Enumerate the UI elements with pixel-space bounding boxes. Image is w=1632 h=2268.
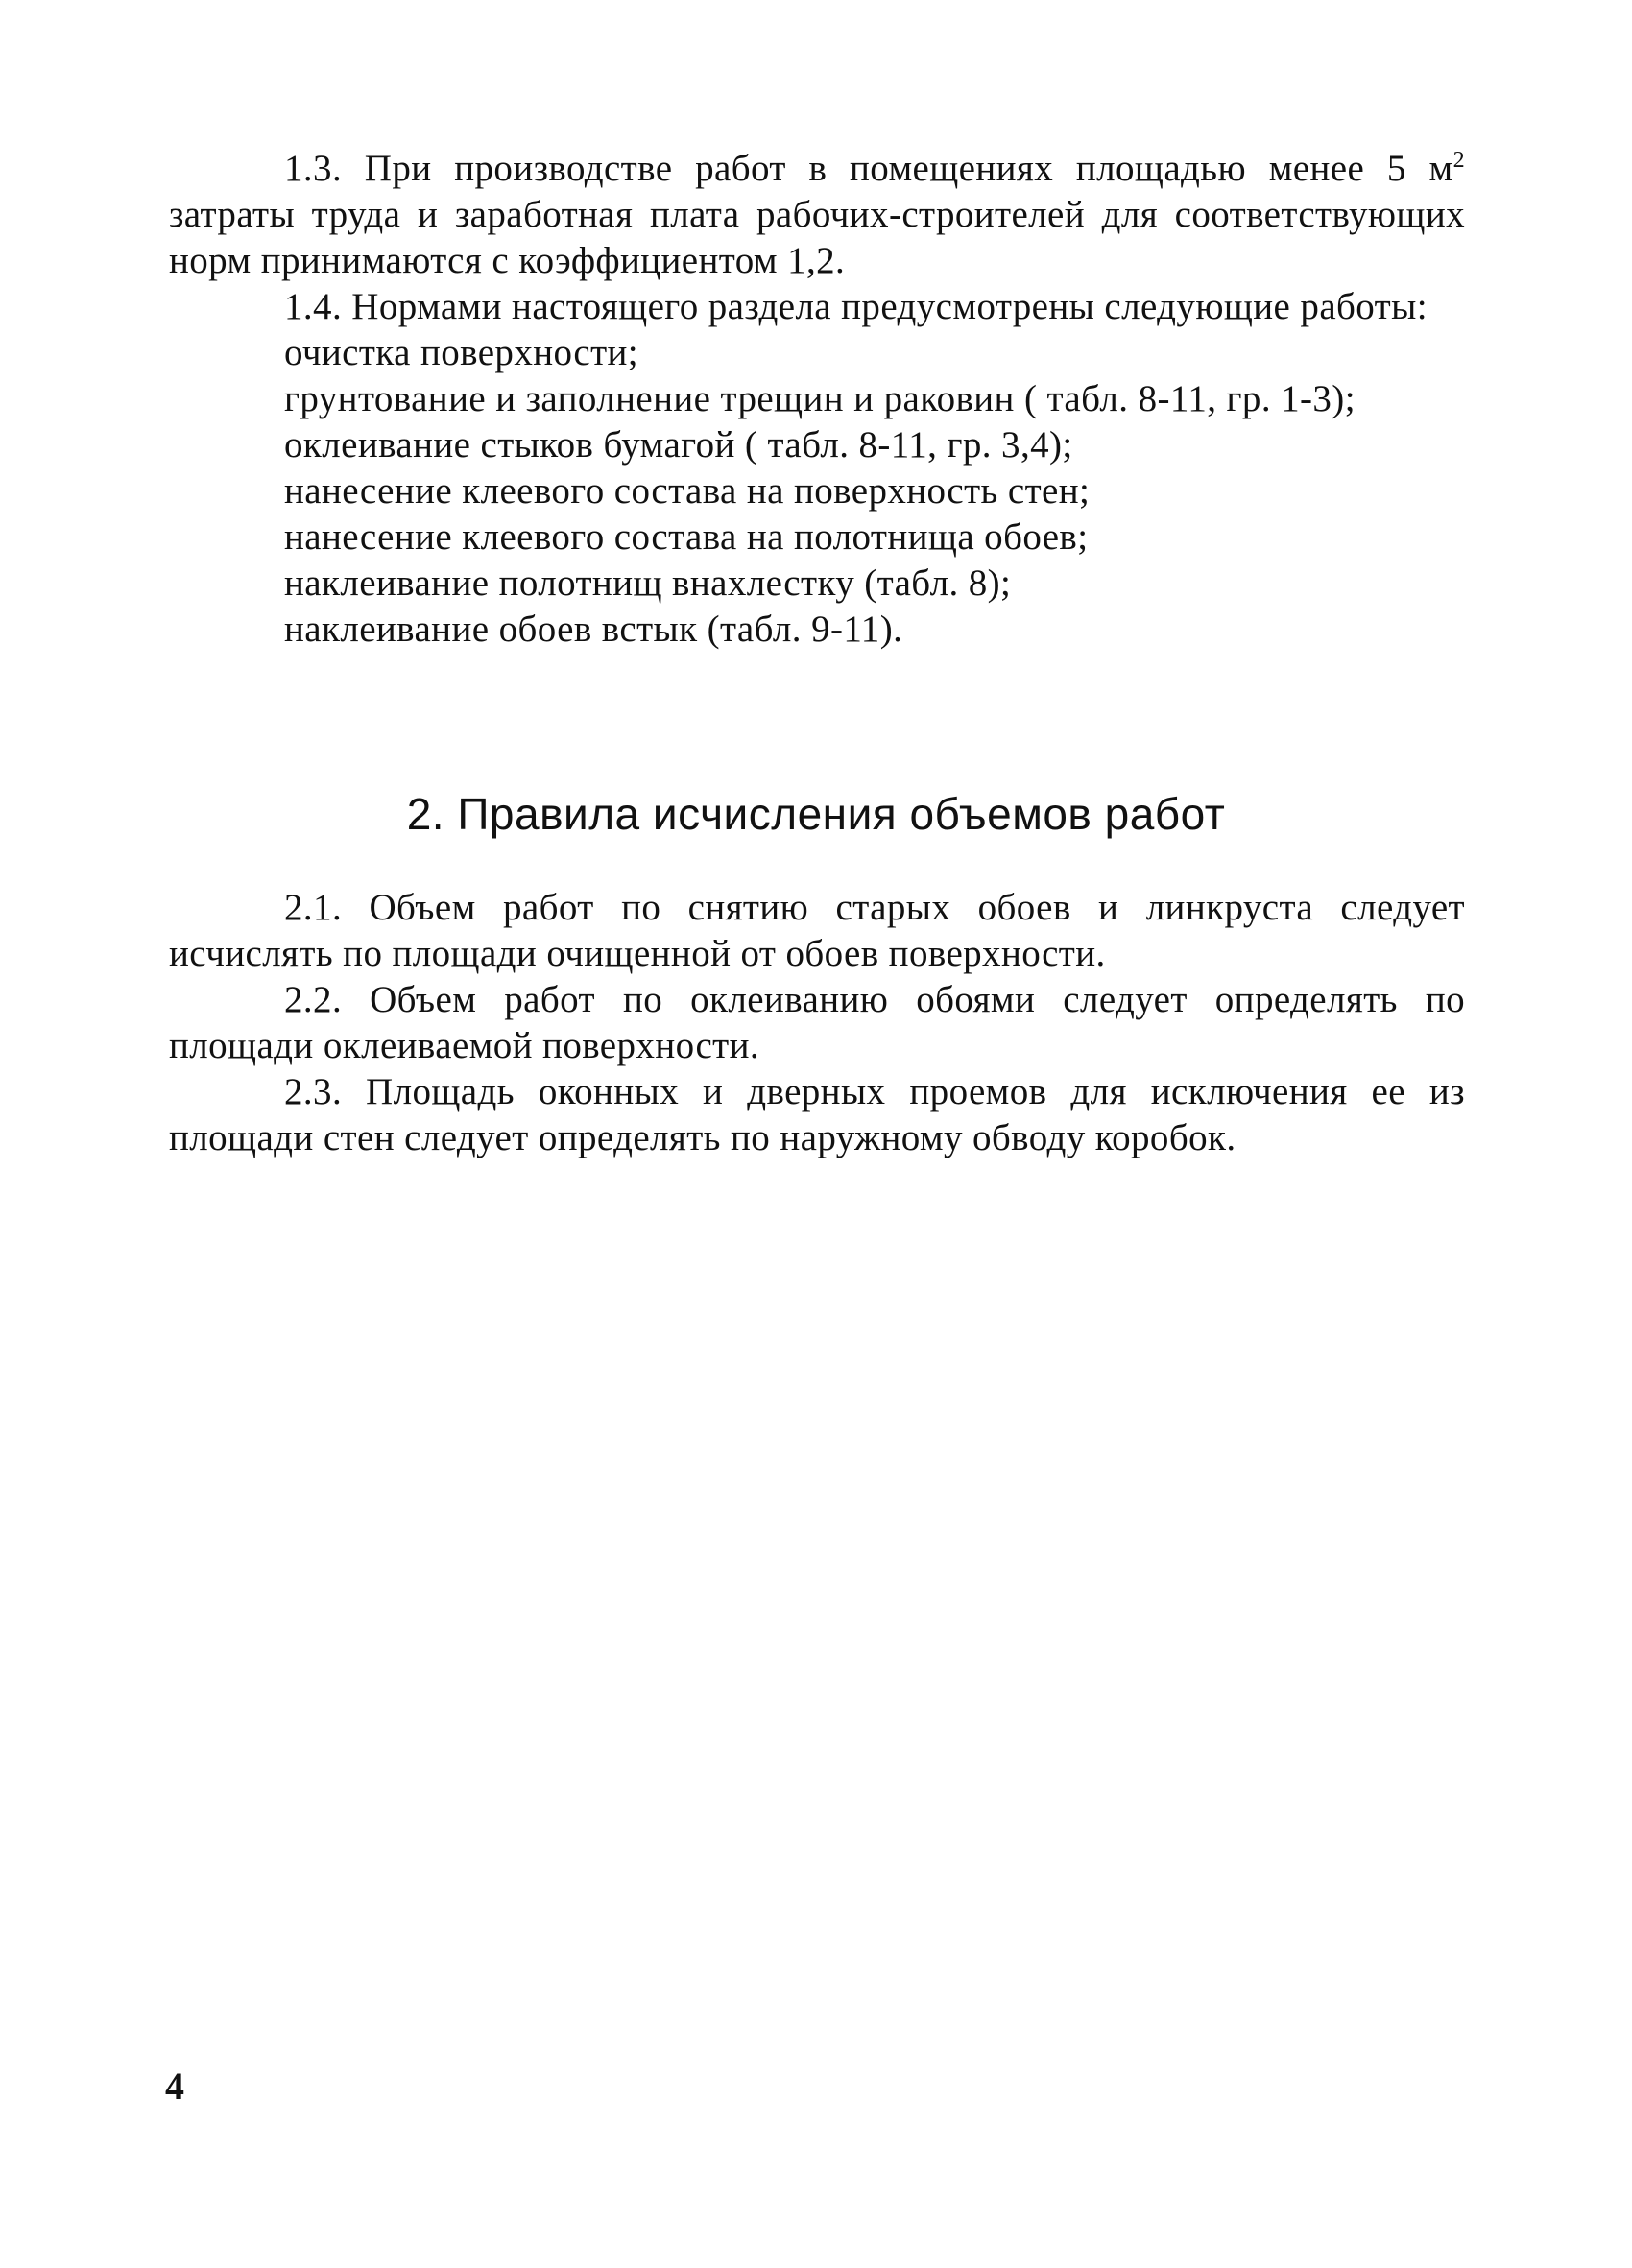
paragraph-1-3: [169, 146, 1465, 284]
section-1-body: [169, 146, 1465, 653]
page-number: 4: [165, 2065, 184, 2108]
work-list-item: наклеивание полотнищ внахлестку (табл. 8);: [284, 562, 1012, 604]
paragraph-1-3-tail: затраты труда и заработная плата рабочих-строителей для соответствующих норм принимаются с коэффициентом 1,2.: [169, 194, 1465, 281]
work-list-item: нанесение клеевого состава на поверхность стен;: [284, 470, 1091, 512]
work-list-item: оклеивание стыков бумагой ( табл. 8-11, гр. 3,4);: [284, 424, 1073, 466]
area-value: 5 м: [1386, 148, 1453, 189]
area-superscript: 2: [1452, 148, 1465, 173]
paragraph-1-4-intro: 1.4. Нормами настоящего раздела предусмотрены следующие работы:: [284, 286, 1428, 327]
paragraph-2-3: 2.3. Площадь оконных и дверных проемов для исключения ее из площади стен следует определять по наружному обводу коробок.: [169, 1071, 1465, 1158]
section-2-body: [169, 885, 1465, 1161]
work-list-item: нанесение клеевого состава на полотнища обоев;: [284, 516, 1089, 558]
work-list-item: грунтование и заполнение трещин и раковин ( табл. 8-11, гр. 1-3);: [284, 378, 1356, 419]
paragraph-2-2: 2.2. Объем работ по оклеиванию обоями следует определять по площади оклеиваемой поверхности.: [169, 979, 1465, 1066]
section-2-heading: 2. Правила исчисления объемов работ: [406, 789, 1226, 839]
paragraph-1-3-lead: 1.3. При производстве работ в помещениях площадью менее: [284, 148, 1365, 189]
paragraph-2-1: 2.1. Объем работ по снятию старых обоев и линкруста следует исчислять по площади очищенной от обоев поверхности.: [169, 887, 1465, 974]
work-list-item: очистка поверхности;: [284, 332, 639, 373]
work-list-item: наклеивание обоев встык (табл. 9-11).: [284, 609, 903, 650]
